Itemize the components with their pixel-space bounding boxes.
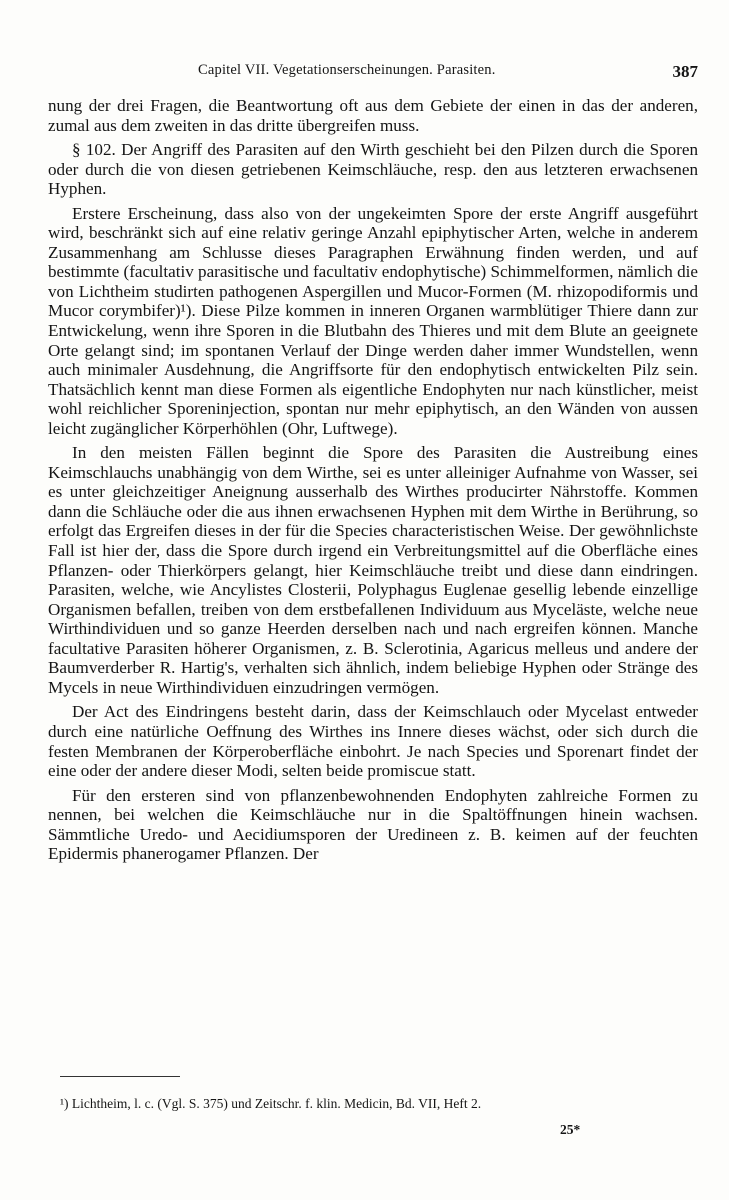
body-text [48,96,698,869]
paragraph-meisten-faellen: In den meisten Fällen beginnt die Spore des Parasiten die Austreibung eines Keimschlauchs unabhängig von dem Wirthe, sei es unter alleiniger Aufnahme von Wasser, sei es unter gleichzeitiger Aneignung ausserhalb des Wirthes producirter Nährstoffe. Kommen dann die Schläuche oder die aus ihnen erwachsenen Hyphen mit dem Wirthe in Berührung, so erfolgt das Ergreifen dieses in der für die Species characteristischen Weise. Der gewöhnlichste Fall ist hier der, dass die Spore durch irgend ein Verbreitungsmittel auf die Oberfläche eines Pflanzen- oder Thierkörpers gelangt, hier Keimschläuche treibt und diese dann eindringen. Parasiten, welche, wie Ancylistes Closterii, Polyphagus Euglenae gesellig lebende einzellige Organismen befallen, treiben von dem erstbefallenen Individuum aus Myceläste, welche neue Wirthindividuen und so ganze Heerden derselben nach und nach ergreifen können. Manche facultative Parasiten höherer Organismen, z. B. Sclerotinia, Agaricus melleus und andere der Baumverderber R. Hartig's, verhalten sich ähnlich, indem beliebige Hyphen oder Stränge des Mycels in neue Wirthindividuen einzudringen vermögen. [48,443,698,697]
footnote-divider [60,1076,180,1077]
paragraph-erstere: Erstere Erscheinung, dass also von der ungekeimten Spore der erste Angriff ausgeführt wird, beschränkt sich auf eine relativ geringe Anzahl epiphytischer Arten, welche in anderem Zusammenhang am Schlusse dieses Paragraphen Erwähnung finden werden, und auf bestimmte (facultativ parasitische und facultativ endophytische) Schimmelformen, nämlich die von Lichtheim studirten pathogenen Aspergillen und Mucor-Formen (M. rhizopodiformis und Mucor corymbifer)¹). Diese Pilze kommen in inneren Organen warmblütiger Thiere dann zur Entwickelung, wenn ihre Sporen in die Blutbahn des Thieres und mit dem Blute an geeignete Orte gelangt sind; im spontanen Verlauf der Dinge werden daher immer Wundstellen, wenn auch minimaler Ausdehnung, die Angriffsorte für den endophytisch entwickelten Pilz sein. Thatsächlich kennt man diese Formen als eigentliche Endophyten nur nach künstlicher, meist wohl reichlicher Sporeninjection, spontan nur mehr epiphytisch, an den Wänden von aussen leicht zugänglicher Körperhöhlen (Ohr, Luftwege). [48,203,698,438]
printer-signature: 25* [560,1122,581,1137]
paragraph-fuer-den-ersteren: Für den ersteren sind von pflanzenbewohnenden Endophyten zahlreiche Formen zu nennen, bei welchen die Keimschläuche nur in die Spaltöffnungen hinein wachsen. Sämmtliche Uredo- und Aecidiumsporen der Uredineen z. B. keimen auf der feuchten Epidermis phanerogamer Pflanzen. Der [48,785,698,864]
paragraph-continuation: nung der drei Fragen, die Beantwortung oft aus dem Gebiete der einen in das der anderen, zumal aus dem zweiten in das dritte übergreifen muss. [48,96,698,135]
page-number: 387 [672,62,698,81]
page-header [48,62,698,90]
running-head: Capitel VII. Vegetationserscheinungen. Parasiten. [198,62,496,78]
paragraph-act-des-eindringens: Der Act des Eindringens besteht darin, dass der Keimschlauch oder Mycelast entweder durch eine natürliche Oeffnung des Wirthes ins Innere dieses wächst, oder sich durch die festen Membranen der Körperoberfläche einbohrt. Je nach Species und Sporenart findet der eine oder der andere dieser Modi, selten beide promiscue statt. [48,702,698,781]
paragraph-section-102: § 102. Der Angriff des Parasiten auf den Wirth geschieht bei den Pilzen durch die Sporen oder durch die von diesen getriebenen Keimschläuche, resp. den aus letzteren erwachsenen Hyphen. [48,140,698,199]
footnote: ¹) Lichtheim, l. c. (Vgl. S. 375) und Zeitschr. f. klin. Medicin, Bd. VII, Heft 2. [60,1096,482,1111]
